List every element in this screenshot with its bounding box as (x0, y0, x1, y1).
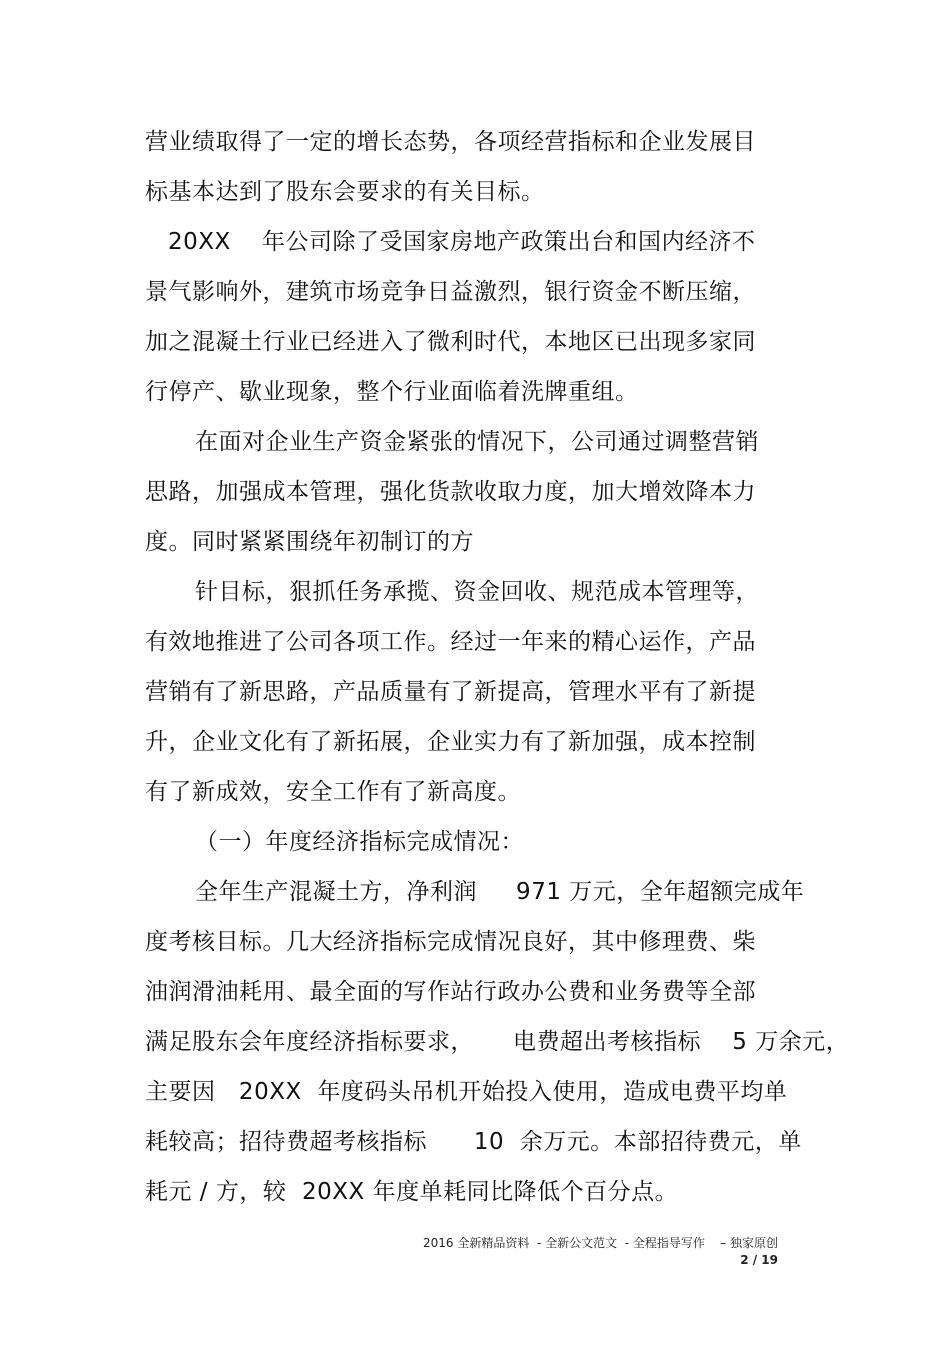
text-line: 度考核目标。几大经济指标完成情况良好，其中修理费、柴 (145, 929, 756, 955)
text-line: 升，企业文化有了新拓展，企业实力有了新加强，成本控制 (145, 729, 756, 755)
text-line: 思路，加强成本管理，强化货款收取力度，加大增效降本力 (145, 479, 756, 505)
text-line: 景气影响外，建筑市场竞争日益激烈，银行资金不断压缩， (145, 279, 756, 305)
text-line: 加之混凝土行业已经进入了微利时代，本地区已出现多家同 (145, 329, 756, 355)
text-line: 有了新成效，安全工作有了新高度。 (145, 779, 521, 805)
text-line: 营业绩取得了一定的增长态势，各项经营指标和企业发展目 (145, 129, 756, 155)
text-line: 耗元 / 方，较 20XX 年度单耗同比降低个百分点。 (145, 1179, 679, 1205)
text-line: 在面对企业生产资金紧张的情况下，公司通过调整营销 (195, 429, 759, 455)
text-line: 度。同时紧紧围绕年初制订的方 (145, 529, 474, 555)
text-line: 标基本达到了股东会要求的有关目标。 (145, 179, 545, 205)
text-line: 营销有了新思路，产品质量有了新提高，管理水平有了新提 (145, 679, 756, 705)
text-line: 20XX 年公司除了受国家房地产政策出台和国内经济不 (168, 229, 756, 255)
text-line: 满足股东会年度经济指标要求， 电费超出考核指标 5 万余元， (145, 1029, 850, 1055)
text-line: 有效地推进了公司各项工作。经过一年来的精心运作，产品 (145, 629, 756, 655)
text-line: 油润滑油耗用、最全面的写作站行政办公费和业务费等全部 (145, 979, 756, 1005)
text-line: 耗较高；招待费超考核指标 10 余万元。本部招待费元，单 (145, 1129, 802, 1155)
text-line: 针目标，狠抓任务承揽、资金回收、规范成本管理等， (195, 579, 759, 605)
page-number: 2 / 19 (740, 1253, 778, 1267)
text-line: 主要因 20XX 年度码头吊机开始投入使用，造成电费平均单 (145, 1079, 788, 1105)
text-line: 全年生产混凝土方，净利润 971 万元，全年超额完成年 (195, 879, 805, 905)
section-heading: （一）年度经济指标完成情况： (195, 829, 524, 855)
footer-text: 2016 全新精品资料 - 全新公文范文 - 全程指导写作 – 独家原创 (423, 1236, 778, 1250)
text-line: 行停产、歇业现象，整个行业面临着洗牌重组。 (145, 379, 639, 405)
